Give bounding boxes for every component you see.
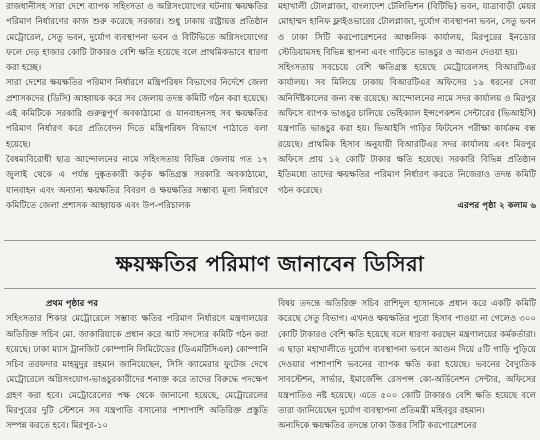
article-headline: ক্ষয়ক্ষতির পরিমাণ জানাবেন ডিসিরা: [115, 252, 425, 276]
article-column-bottom-right: [278, 297, 536, 440]
paragraph: সহিংসতার শিকার মেট্রোরেলে সম্ভাব্য ক্ষতির পরিমাণ নির্ধারণে মন্ত্রণালয়ের অতিরিক্ত সচিব মো. জাকারিয়াকে প্রধান করে আট সদস্যের কমিটি গঠন করা হয়েছে। ঢাকা ম্যাস ট্রানজিট কোম্পানি লিমিটেডের (ডিএমটিসিএল) কোম্পানি সচিব তরফদার মাহমুদুর রহমান জানিয়েছেন, সিসি ক্যামেরার ফুটেজ দেখে মেট্রোরেলে অগ্নিসংযোগ-ভাঙচুরকারীদের শনাক্ত করে তাদের বিরুদ্ধে পদক্ষেপ গ্রহণ করা হবে। মেট্রোরেলের পক্ষ থেকে জানানো হয়েছে, মেট্রোরেলের মিরপুরের দুটি স্টেশনে সব যন্ত্রপাতি বসানোর পাশাপাশি অতিরিক্ত প্রস্তুতি সম্পন্ন করতে হবে। মিরপুর-১০: [6, 314, 268, 432]
paragraph: অন্যদিকে ক্ষয়ক্ষতির তদন্তে ঢাকা উত্তর সিটি করপোরেশনের: [278, 421, 477, 432]
article-column-bottom-left: [6, 297, 268, 440]
headline-divider: [4, 288, 536, 289]
paragraph: বৈষম্যবিরোধী ছাত্র আন্দোলনের নামে সহিংসতায় বিভিন্ন জেলায় গত ১৭ জুলাই থেকে এ পর্যন্ত দুষ্কৃতকারী কর্তৃক ক্ষতিগ্রস্ত সরকারি অবকাঠামো, যানবাহন এবং অন্যান্য ক্ষয়ক্ষতির বিবরণ ও ক্ষয়ক্ষতির সম্ভাব্য মূল্য নির্ধারণে কমিটিতে জেলা প্রশাসক আহ্বায়ক এবং উপ-পরিচালক: [6, 154, 268, 211]
continued-from-label: প্রথম পৃষ্ঠার পর: [46, 299, 98, 309]
section-divider: [4, 240, 536, 241]
paragraph: মহাখালী টোলপ্লাজা, বাংলাদেশ টেলিভিশন (বিটিভি) ভবন, যাত্রাবাড়ী মেয়র মোহাম্মদ হানিফ ফ্লাইওভারের টোলপ্লাজা, দুর্যোগ ব্যবস্থাপনা ভবন, সেতু ভবন ও ঢাকা সিটি করপোরেশনের আঞ্চলিক কার্যালয়, মিরপুরের ইনডোর স্টেডিয়ামসহ বিভিন্ন স্থাপনা এবং গাড়িতে ভাঙচুর ও আগুন দেওয়া হয়।: [278, 2, 536, 58]
article-column-top-left: [6, 0, 268, 238]
paragraph: রাজধানীসহ সারা দেশে ব্যাপক সহিংসতা ও অগ্নিসংযোগের ঘটনায় ক্ষয়ক্ষতির পরিমাণ নির্ধারণের কাজ শুরু করেছে সরকার। শুধু ঢাকায় রাষ্ট্রায়ত্ত প্রতিষ্ঠান মেট্রোরেল, সেতু ভবন, দুর্যোগ ব্যবস্থাপনা ভবন ও বিটিভিতে অগ্নিসংযোগের ফলে দেড় হাজার কোটি টাকারও বেশি ক্ষতি হয়েছে বলে প্রাথমিকভাবে ধারণা করা হচ্ছে।: [6, 2, 268, 74]
paragraph: সহিংসতায় সবচেয়ে বেশি ক্ষতিগ্রস্ত হয়েছে মেট্রোরেলসহ বিআরটিএর কার্যালয়। সব মিলিয়ে ঢাকায় বিআরটিএর অফিসের ১৯ ধরনের সেবা অনির্দিষ্টকালের জন্য বন্ধ রয়েছে। আন্দোলনের নামে সদর কার্যালয় ও মিরপুর অফিসে ব্যাপক ভাঙচুর চালিয়ে ভেহিক্যাল ইন্সপেকশন সেন্টারের (ভিআইসি) যন্ত্রপাতি ভাঙচুর করা হয়। ভিআইসি গাড়ির ফিটনেস পরীক্ষা কার্যক্রম বন্ধ রয়েছে। প্রাথমিক হিসাব অনুযায়ী বিআরটিএর সদর কার্যালয় এবং মিরপুর অফিসে প্রায় ১২ কোটি টাকার ক্ষতি হয়েছে। সরকারি বিভিন্ন প্রতিষ্ঠান ইতিমধ্যে তাদের ক্ষয়ক্ষতির পরিমাণ নির্ধারণ করতে নিজেরাও তদন্ত কমিটি গঠন করেছে।: [278, 63, 536, 196]
paragraph: বিষয় তদন্তে অতিরিক্ত সচিব রাশিদুল হাসানকে প্রধান করে একটি কমিটি করেছে সেতু বিভাগ। এখনও ক্ষয়ক্ষতির পুরো হিসাব পাওয়া না গেলেও ৩০০ কোটি টাকারও বেশি ক্ষতি হয়েছে বলে ধারণা করছেন মন্ত্রণালয়ের কর্মকর্তারা। এ ছাড়া মহাখালীতে দুর্যোগ ব্যবস্থাপনা ভবনে আগুন দিয়ে ৫টি গাড়ি পুড়িয়ে দেওয়ার পাশাপাশি ভবনের ব্যাপক ক্ষতি করা হয়েছে। ভবনের বৈদ্যুতিক সাবস্টেশন, সার্ভার, ইমার্জেন্সি রেসপন্স কো-অর্ডিনেশন সেন্টার, অফিসের যন্ত্রপাতিও নষ্ট হয়েছে। এতে ৫০০ কোটি টাকারও বেশি ক্ষতি হয়েছে বলে তারা জানিয়েছেন দুর্যোগ ব্যবস্থাপনা প্রতিমন্ত্রী মহিববুর রহমান।: [278, 299, 536, 417]
continuation-jump-line: এরপর পৃষ্ঠা ২ কলাম ৬: [457, 200, 536, 211]
paragraph: সারা দেশের ক্ষয়ক্ষতির পরিমাণ নির্ধারণে মন্ত্রিপরিষদ বিভাগের নির্দেশে জেলা প্রশাসকদের (ডিসি) আহ্বায়ক করে সব জেলায় তদন্ত কমিটি গঠন করা হয়েছে। এই কমিটিকে সরকারি গুরুত্বপূর্ণ অবকাঠামো ও যানবাহনসহ সব ক্ষয়ক্ষতির পরিমাণ নির্ধারণ করে প্রতিবেদন দিতে মন্ত্রিপরিষদ বিভাগে পাঠাতে বলা হয়েছে।: [6, 78, 268, 150]
article-column-top-right: [278, 0, 536, 238]
